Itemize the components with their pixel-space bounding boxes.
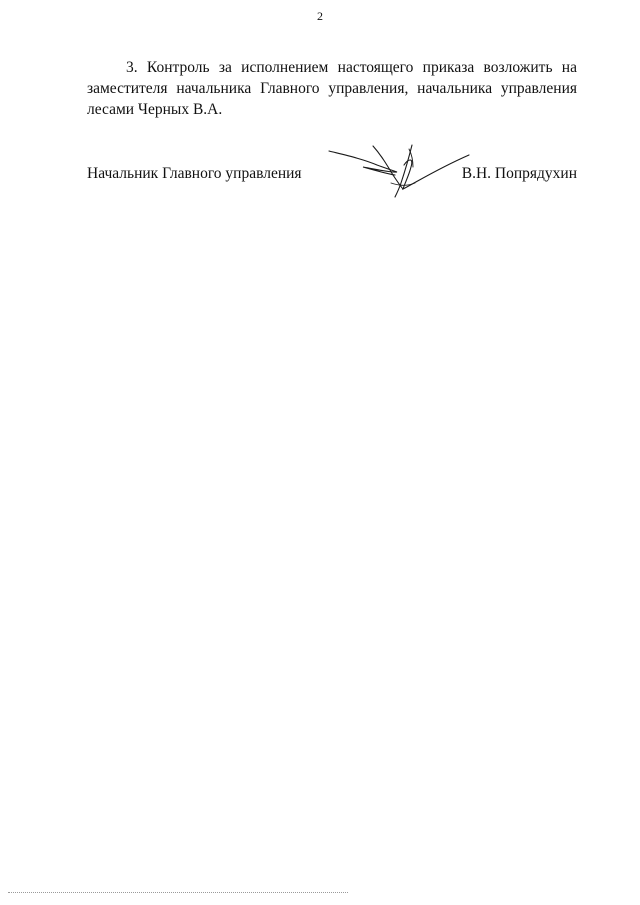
footer-rule bbox=[8, 892, 348, 893]
paragraph-3: 3. Контроль за исполнением настоящего приказа возложить на заместителя начальника Главного управления, начальника управления лесами Черных В.А. bbox=[87, 59, 577, 118]
handwritten-signature bbox=[325, 143, 475, 199]
signature-block bbox=[87, 143, 577, 203]
signer-name: В.Н. Попрядухин bbox=[461, 165, 577, 182]
page-number: 2 bbox=[317, 9, 323, 23]
signer-title: Начальник Главного управления bbox=[87, 165, 302, 182]
